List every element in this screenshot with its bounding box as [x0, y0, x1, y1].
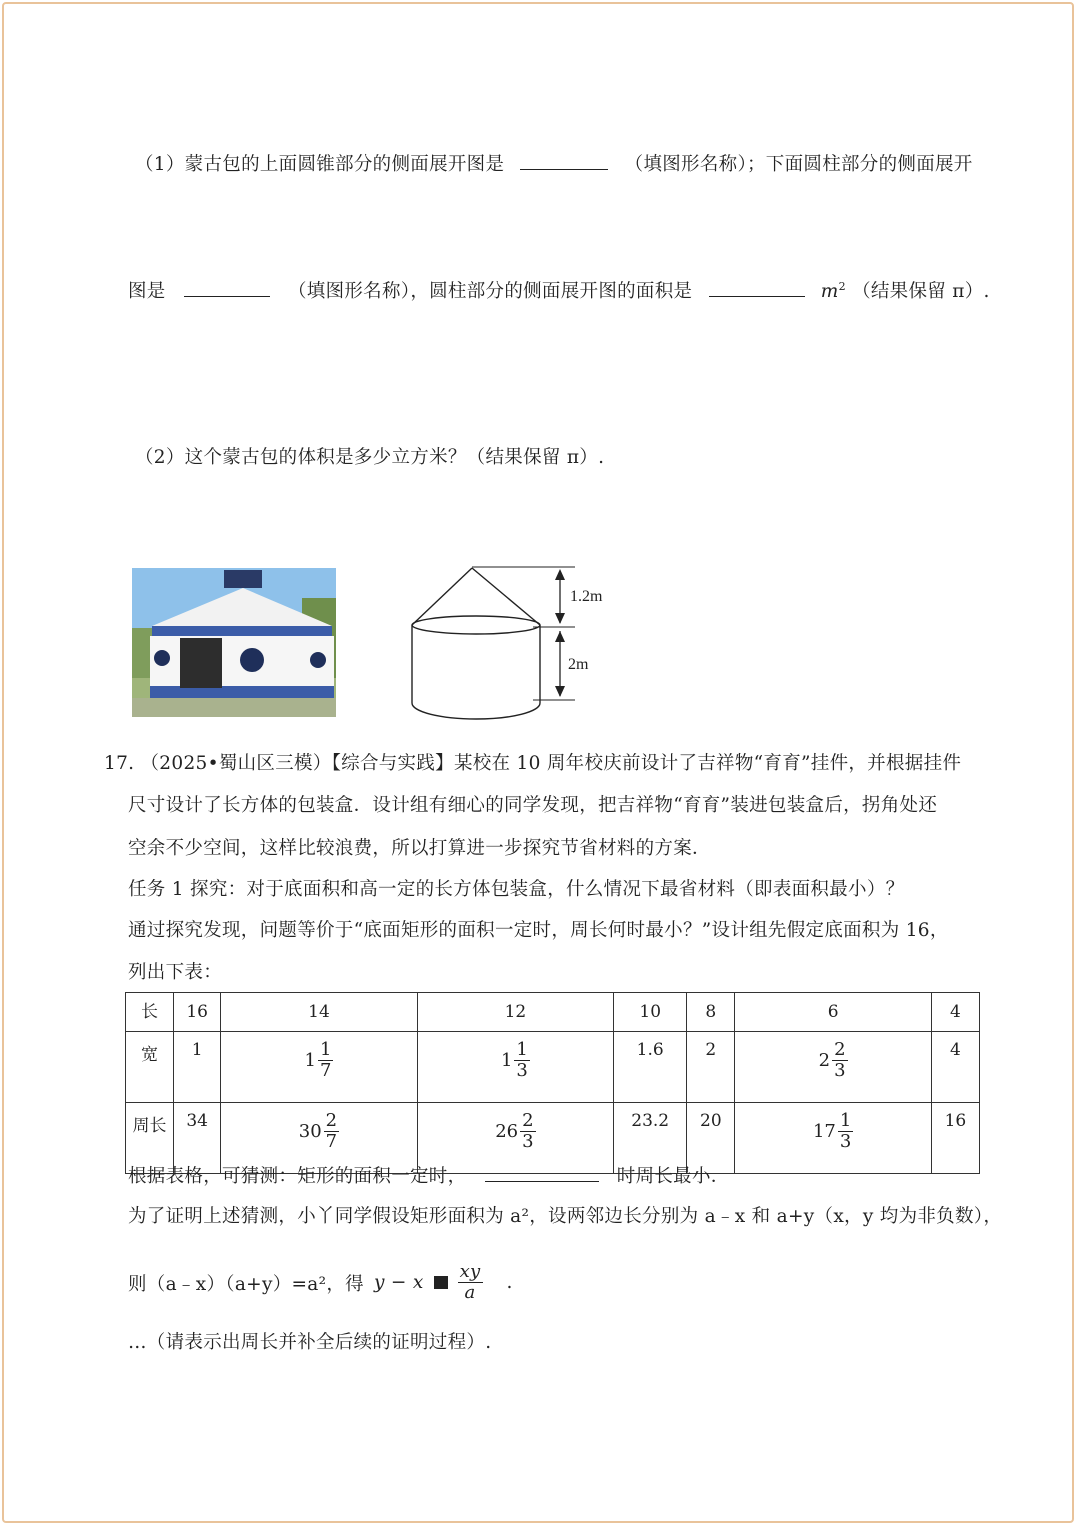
fraction-denominator: a: [464, 1282, 476, 1303]
unit-m: m: [820, 281, 839, 302]
perimeter-cell: 17 $\frac{1}{3}$: [735, 1103, 931, 1174]
q17-line6: 列出下表：: [128, 962, 223, 983]
width-cell: 1 $\frac{1}{3}$: [417, 1032, 613, 1103]
q17-line9-end: .: [506, 1272, 513, 1293]
q17-line3: 空余不少空间，这样比较浪费，所以打算进一步探究节省材料的方案．: [128, 838, 711, 859]
table-row-length: [126, 993, 980, 1032]
answer-blank-2[interactable]: [184, 278, 270, 297]
data-table: [125, 992, 980, 1174]
perimeter-cell: 16: [931, 1103, 979, 1174]
q16-part1-line2: [128, 277, 990, 303]
label-cylinder-height: 2m: [568, 656, 589, 673]
q17-line7-text-b: 时周长最小．: [616, 1166, 730, 1187]
answer-blank-1[interactable]: [520, 151, 608, 170]
answer-blank-3[interactable]: [709, 278, 805, 297]
length-cell: 4: [931, 993, 979, 1032]
unit-exponent: 2: [838, 279, 846, 293]
q16-part1-text-a: （1）蒙古包的上面圆锥部分的侧面展开图是: [135, 154, 505, 175]
q17-line10: …（请表示出周长并补全后续的证明过程）.: [128, 1332, 492, 1353]
label-cone-height: 1.2m: [570, 588, 603, 605]
q17-line8: 为了证明上述猜测，小丫同学假设矩形面积为 a²，设两邻边长分别为 a﹣x 和 a+y（x，y 均为非负数），: [128, 1206, 1003, 1227]
width-cell: 4: [931, 1032, 979, 1103]
q17-line5: 通过探究发现，问题等价于“底面矩形的面积一定时，周长何时最小？”设计组先假定底面积为 16，: [128, 920, 949, 941]
row-label-width: 宽: [126, 1032, 174, 1103]
length-cell: 8: [687, 993, 735, 1032]
table-row-width: [126, 1032, 980, 1103]
width-cell: 2 $\frac{2}{3}$: [735, 1032, 931, 1103]
perimeter-cell: 26 $\frac{2}{3}$: [417, 1103, 613, 1174]
width-cell: 1.6: [614, 1032, 687, 1103]
q16-part1-text-d: （填图形名称），圆柱部分的侧面展开图的面积是: [287, 281, 693, 302]
q17-line7: [128, 1162, 730, 1188]
length-cell: 6: [735, 993, 931, 1032]
width-cell: 1 $\frac{1}{7}$: [221, 1032, 417, 1103]
answer-blank-4[interactable]: [485, 1163, 599, 1182]
row-label-perimeter: 周长: [126, 1103, 174, 1174]
q17-line9-text: 则（a﹣x）（a+y）=a²，得: [128, 1273, 364, 1295]
q17-line9: [128, 1262, 513, 1303]
q16-part1-text-b: （填图形名称）；下面圆柱部分的侧面展开: [624, 154, 973, 175]
q17-line1: 17. （2025•蜀山区三模）【综合与实践】某校在 10 周年校庆前设计了吉祥物“育育”挂件，并根据挂件: [104, 753, 962, 774]
q16-part2: （2）这个蒙古包的体积是多少立方米？（结果保留 π）.: [135, 447, 605, 468]
perimeter-cell: 23.2: [614, 1103, 687, 1174]
equation-fraction: [458, 1262, 483, 1303]
length-cell: 10: [614, 993, 687, 1032]
q17-line4: 任务 1 探究：对于底面积和高一定的长方体包装盒，什么情况下最省材料（即表面积最小）？: [128, 879, 905, 900]
equation-lhs: y − x: [373, 1272, 424, 1293]
q16-part1-text-e: （结果保留 π）.: [852, 281, 990, 302]
yurt-diagram: [405, 563, 620, 728]
q17-line2: 尺寸设计了长方体的包装盒．设计组有细心的同学发现，把吉祥物“育育”装进包装盒后，拐角处还: [128, 795, 938, 816]
width-cell: 1: [174, 1032, 221, 1103]
yurt-photo: [132, 568, 336, 717]
q17-line7-text-a: 根据表格，可猜测：矩形的面积一定时，: [128, 1166, 467, 1187]
row-label-length: 长: [126, 993, 174, 1032]
length-cell: 14: [221, 993, 417, 1032]
width-cell: 2: [687, 1032, 735, 1103]
q16-part1-text-c: 图是: [128, 281, 166, 302]
length-cell: 16: [174, 993, 221, 1032]
missing-symbol-icon: [434, 1276, 448, 1289]
fraction-numerator: xy: [459, 1261, 481, 1282]
perimeter-cell: 20: [687, 1103, 735, 1174]
perimeter-cell: 30 $\frac{2}{7}$: [221, 1103, 417, 1174]
perimeter-cell: 34: [174, 1103, 221, 1174]
length-cell: 12: [417, 993, 613, 1032]
yurt-photo-illustration: [132, 568, 336, 717]
q16-part1-line1: [135, 150, 973, 176]
